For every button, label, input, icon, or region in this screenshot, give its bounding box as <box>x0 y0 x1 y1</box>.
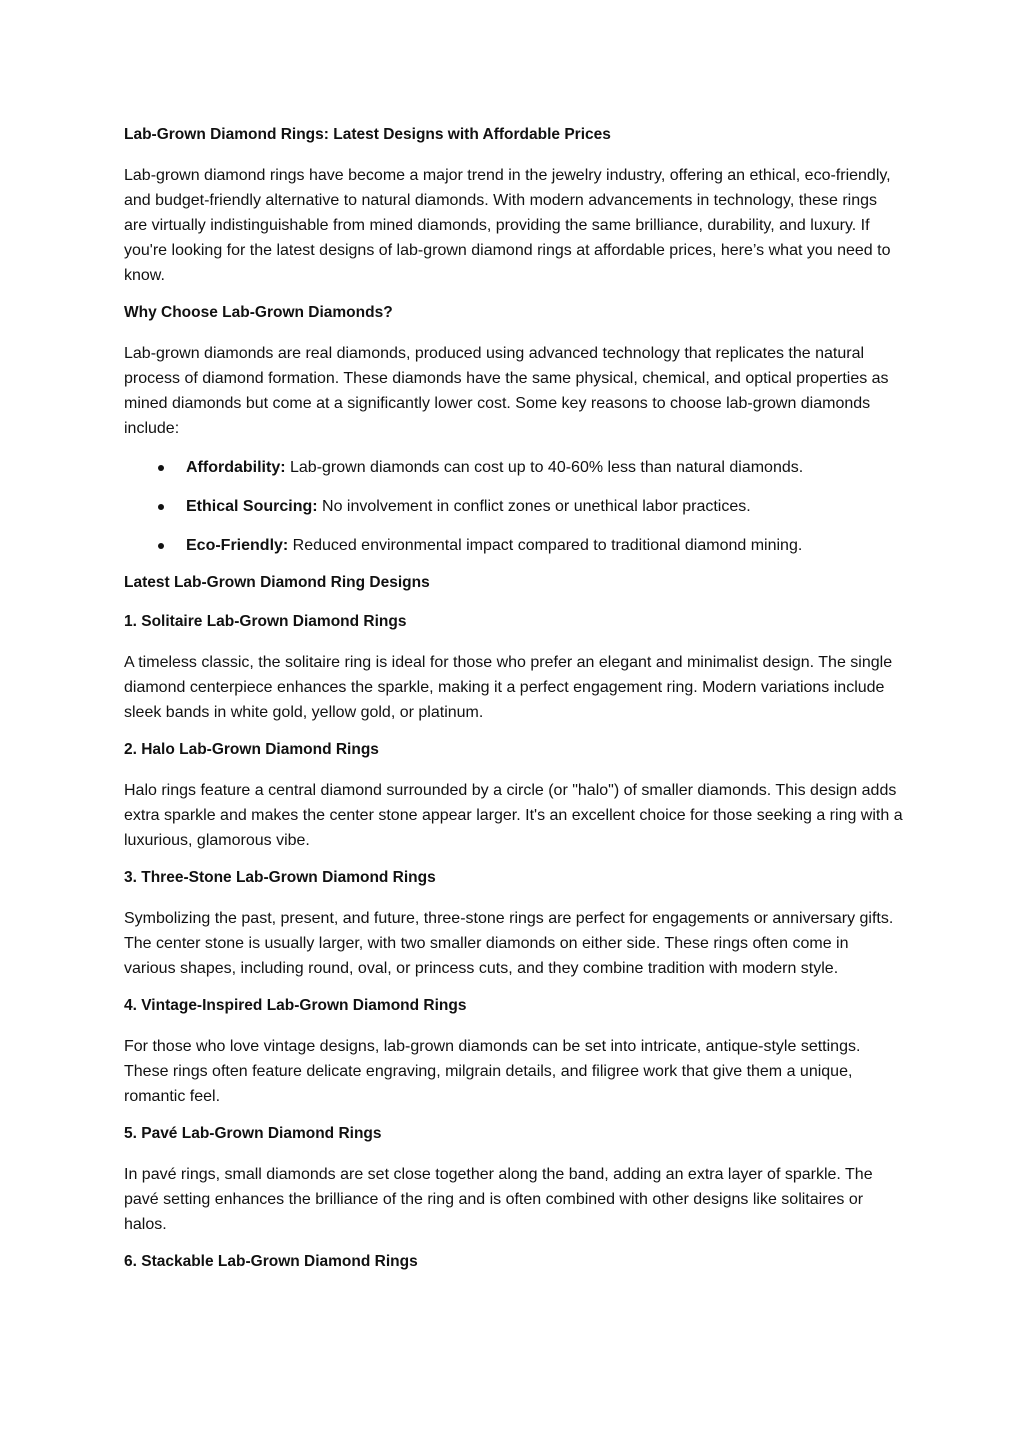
bullet-icon <box>158 465 164 471</box>
intro-paragraph: Lab-grown diamond rings have become a major trend in the jewelry industry, offering an ethical, eco-friendly, and budget-friendly alternative to natural diamonds. With modern advancements in technology, these rings are virtually indistinguishable from mined diamonds, providing the same brilliance, durability, and luxury. If you're looking for the latest designs of lab-grown diamond rings at affordable prices, here’s what you need to know. <box>124 167 891 284</box>
section-heading: 5. Pavé Lab-Grown Diamond Rings <box>124 1125 382 1142</box>
section-paragraph: Halo rings feature a central diamond surrounded by a circle (or "halo") of smaller diamonds. This design adds extra sparkle and makes the center stone appear larger. It's an excellent choice for those seeking a ring with a luxurious, glamorous vibe. <box>124 782 903 849</box>
section-paragraph: Symbolizing the past, present, and future, three-stone rings are perfect for engagements or anniversary gifts. The center stone is usually larger, with two smaller diamonds on either side. These rings often come in various shapes, including round, oval, or princess cuts, and they combine tradition with modern style. <box>124 910 894 977</box>
reason-text: No involvement in conflict zones or unethical labor practices. <box>317 498 751 515</box>
reason-label: Affordability: <box>186 459 286 476</box>
section-heading: 2. Halo Lab-Grown Diamond Rings <box>124 741 379 758</box>
why-heading: Why Choose Lab-Grown Diamonds? <box>124 304 393 321</box>
reason-label: Ethical Sourcing: <box>186 498 318 515</box>
section-heading: 1. Solitaire Lab-Grown Diamond Rings <box>124 613 407 630</box>
document-page <box>124 124 904 1290</box>
latest-designs-heading: Latest Lab-Grown Diamond Ring Designs <box>124 574 430 591</box>
document-title: Lab-Grown Diamond Rings: Latest Designs with Affordable Prices <box>124 126 611 143</box>
why-paragraph: Lab-grown diamonds are real diamonds, produced using advanced technology that replicates the natural process of diamond formation. These diamonds have the same physical, chemical, and optical properties as mined diamonds but come at a significantly lower cost. Some key reasons to choose lab-grown diamonds include: <box>124 345 889 437</box>
reason-label: Eco-Friendly: <box>186 537 289 554</box>
section-heading: 4. Vintage-Inspired Lab-Grown Diamond Rings <box>124 997 467 1014</box>
bullet-icon <box>158 504 164 510</box>
reasons-list <box>124 455 904 558</box>
reason-text: Lab-grown diamonds can cost up to 40-60% less than natural diamonds. <box>285 459 804 476</box>
reason-text: Reduced environmental impact compared to traditional diamond mining. <box>288 537 803 554</box>
section-paragraph: A timeless classic, the solitaire ring is ideal for those who prefer an elegant and minimalist design. The single diamond centerpiece enhances the sparkle, making it a perfect engagement ring. Modern variations include sleek bands in white gold, yellow gold, or platinum. <box>124 654 893 721</box>
list-item <box>124 494 904 519</box>
section-paragraph: For those who love vintage designs, lab-grown diamonds can be set into intricate, antique-style settings. These rings often feature delicate engraving, milgrain details, and filigree work that give them a unique, romantic feel. <box>124 1038 861 1105</box>
bullet-icon <box>158 543 164 549</box>
section-heading: 3. Three-Stone Lab-Grown Diamond Rings <box>124 869 436 886</box>
list-item <box>124 455 904 480</box>
section-paragraph: In pavé rings, small diamonds are set close together along the band, adding an extra layer of sparkle. The pavé setting enhances the brilliance of the ring and is often combined with other designs like solitaires or halos. <box>124 1166 873 1233</box>
section-heading: 6. Stackable Lab-Grown Diamond Rings <box>124 1253 418 1270</box>
list-item <box>124 533 904 558</box>
